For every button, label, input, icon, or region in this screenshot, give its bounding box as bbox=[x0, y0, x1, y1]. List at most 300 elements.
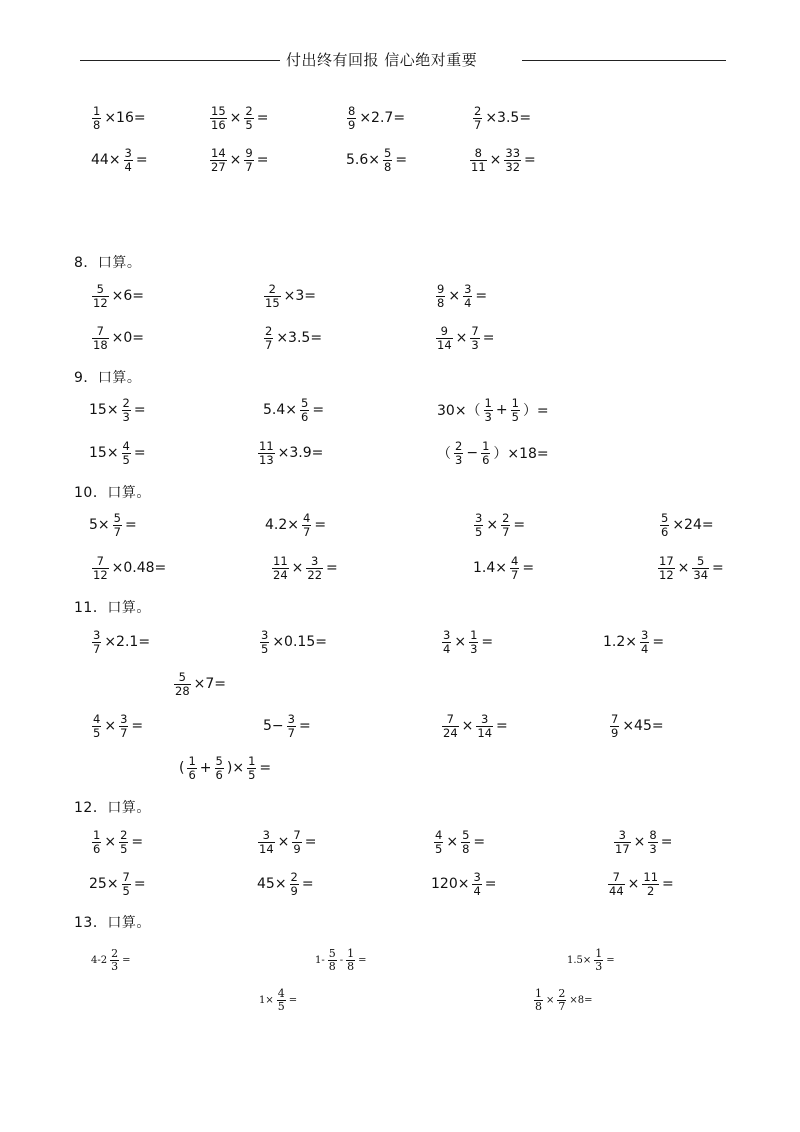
expr bbox=[608, 706, 665, 746]
denominator: 7 bbox=[120, 725, 128, 740]
expr-text: 4.2× bbox=[265, 517, 299, 533]
fraction bbox=[92, 629, 101, 656]
section-title-11: 11．口算。 bbox=[74, 600, 151, 616]
expr-text: ）×18= bbox=[493, 446, 549, 462]
fraction bbox=[470, 325, 479, 352]
numerator: 1 bbox=[470, 627, 478, 642]
expr bbox=[178, 748, 272, 788]
expr-text: = bbox=[312, 402, 325, 418]
fraction bbox=[92, 555, 109, 582]
expr-text: × bbox=[461, 718, 474, 734]
fraction bbox=[648, 829, 657, 856]
denominator: 9 bbox=[293, 841, 301, 856]
fraction bbox=[287, 713, 296, 740]
numerator: 3 bbox=[262, 827, 270, 842]
denominator: 8 bbox=[437, 295, 445, 310]
expr-text: + bbox=[495, 402, 508, 418]
fraction bbox=[463, 283, 472, 310]
expr-text: × bbox=[546, 994, 555, 1006]
expr-text: = bbox=[662, 876, 674, 892]
fraction bbox=[247, 755, 256, 782]
numerator: 3 bbox=[287, 711, 295, 726]
expr bbox=[436, 433, 550, 473]
denominator: 3 bbox=[484, 409, 492, 424]
expr-text: = bbox=[256, 110, 269, 126]
fraction bbox=[244, 105, 253, 132]
denominator: 24 bbox=[443, 725, 458, 740]
expr-text: = bbox=[124, 517, 137, 533]
numerator: 1 bbox=[347, 946, 355, 960]
numerator: 3 bbox=[93, 627, 101, 642]
expr-text: 44× bbox=[91, 152, 121, 168]
expr-text: 1.2× bbox=[603, 634, 637, 650]
expr-text: × bbox=[633, 834, 646, 850]
expr-text: 1.5× bbox=[567, 954, 592, 966]
expr-text: = bbox=[712, 560, 724, 576]
denominator: 5 bbox=[245, 117, 253, 132]
expr-text: = bbox=[122, 954, 131, 966]
expr bbox=[314, 940, 368, 980]
denominator: 15 bbox=[265, 295, 280, 310]
expr-text: × bbox=[446, 834, 459, 850]
fraction bbox=[347, 105, 356, 132]
expr-text: × bbox=[448, 288, 461, 304]
denominator: 5 bbox=[248, 767, 256, 782]
numerator: 5 bbox=[661, 510, 669, 525]
expr bbox=[264, 505, 327, 545]
fraction bbox=[534, 988, 543, 1013]
numerator: 2 bbox=[558, 986, 566, 1000]
denominator: 7 bbox=[265, 337, 273, 352]
expr bbox=[262, 318, 323, 358]
numerator: 15 bbox=[211, 103, 226, 118]
expr-text: = bbox=[304, 834, 317, 850]
fraction bbox=[260, 629, 269, 656]
expr bbox=[256, 822, 317, 862]
fraction bbox=[434, 829, 443, 856]
expr-text: 15× bbox=[89, 402, 119, 418]
numerator: 2 bbox=[290, 869, 298, 884]
expr bbox=[532, 980, 594, 1020]
expr-text: ）= bbox=[522, 403, 549, 419]
numerator: 11 bbox=[643, 869, 659, 884]
expr-text: = bbox=[660, 834, 673, 850]
numerator: 2 bbox=[122, 395, 130, 410]
fraction bbox=[258, 440, 275, 467]
section-title-9: 9．口算。 bbox=[74, 370, 142, 386]
expr-text: = bbox=[131, 834, 144, 850]
fraction bbox=[454, 440, 463, 467]
expr-text: ×7= bbox=[193, 676, 227, 692]
numerator: 3 bbox=[481, 711, 489, 726]
fraction bbox=[658, 555, 675, 582]
header-rule-left bbox=[80, 60, 280, 61]
expr-text: × bbox=[455, 330, 468, 346]
expr-text: 4-2 bbox=[91, 954, 108, 966]
denominator: 7 bbox=[511, 567, 519, 582]
denominator: 5 bbox=[120, 841, 128, 856]
denominator: 8 bbox=[93, 117, 101, 132]
fraction bbox=[660, 512, 669, 539]
denominator: 7 bbox=[287, 725, 295, 740]
expr bbox=[270, 548, 339, 588]
expr-text: )× bbox=[226, 760, 245, 776]
expr bbox=[90, 622, 151, 662]
expr bbox=[262, 276, 317, 316]
expr bbox=[88, 433, 147, 473]
numerator: 7 bbox=[96, 553, 104, 568]
numerator: 3 bbox=[641, 627, 649, 642]
denominator: 5 bbox=[122, 452, 130, 467]
expr-text: 1× bbox=[259, 994, 274, 1006]
numerator: 2 bbox=[265, 323, 273, 338]
denominator: 4 bbox=[443, 641, 451, 656]
numerator: 5 bbox=[462, 827, 470, 842]
numerator: 4 bbox=[277, 986, 285, 1000]
numerator: 5 bbox=[301, 395, 309, 410]
fraction bbox=[470, 147, 487, 174]
expr bbox=[656, 548, 725, 588]
fraction bbox=[472, 871, 481, 898]
expr bbox=[472, 548, 535, 588]
numerator: 3 bbox=[473, 869, 481, 884]
fraction bbox=[119, 829, 128, 856]
numerator: 5 bbox=[328, 946, 336, 960]
denominator: 11 bbox=[471, 159, 486, 174]
expr-text: ×3= bbox=[283, 288, 317, 304]
expr-text: = bbox=[326, 560, 338, 576]
fraction bbox=[510, 555, 519, 582]
fraction bbox=[614, 829, 631, 856]
fraction bbox=[113, 512, 122, 539]
numerator: 4 bbox=[435, 827, 443, 842]
numerator: 2 bbox=[245, 103, 253, 118]
fraction bbox=[442, 713, 459, 740]
denominator: 4 bbox=[473, 883, 481, 898]
expr bbox=[436, 390, 550, 430]
numerator: 4 bbox=[122, 438, 130, 453]
expr-text: × bbox=[229, 110, 242, 126]
denominator: 7 bbox=[303, 524, 311, 539]
expr bbox=[434, 276, 488, 316]
numerator: 17 bbox=[659, 553, 674, 568]
expr-text: 5− bbox=[263, 718, 284, 734]
denominator: 7 bbox=[502, 524, 510, 539]
numerator: 1 bbox=[93, 103, 101, 118]
expr bbox=[658, 505, 715, 545]
denominator: 3 bbox=[649, 841, 657, 856]
expr-text: ×2.1= bbox=[104, 634, 151, 650]
numerator: 1 bbox=[93, 827, 101, 842]
numerator: 1 bbox=[535, 986, 542, 1000]
expr-text: 5× bbox=[89, 517, 110, 533]
fraction bbox=[290, 871, 299, 898]
fraction bbox=[481, 440, 490, 467]
expr-text: ×16= bbox=[104, 110, 146, 126]
numerator: 1 bbox=[188, 753, 196, 768]
fraction bbox=[277, 988, 286, 1013]
denominator: 27 bbox=[211, 159, 226, 174]
numerator: 9 bbox=[245, 145, 253, 160]
fraction bbox=[174, 671, 191, 698]
expr bbox=[90, 98, 147, 138]
expr-text: 30×（ bbox=[437, 403, 481, 419]
expr-text: = bbox=[358, 954, 367, 966]
numerator: 5 bbox=[215, 753, 223, 768]
denominator: 12 bbox=[93, 567, 108, 582]
fraction bbox=[469, 629, 478, 656]
fraction bbox=[92, 283, 109, 310]
fraction bbox=[692, 555, 709, 582]
numerator: 3 bbox=[120, 711, 128, 726]
fraction bbox=[124, 147, 133, 174]
denominator: 3 bbox=[595, 959, 603, 973]
expr-text: ×24= bbox=[672, 517, 714, 533]
expr bbox=[258, 622, 328, 662]
denominator: 14 bbox=[477, 725, 493, 740]
numerator: 14 bbox=[211, 145, 226, 160]
numerator: 4 bbox=[93, 711, 101, 726]
denominator: 34 bbox=[693, 567, 709, 582]
expr-text: = bbox=[652, 634, 665, 650]
numerator: 3 bbox=[261, 627, 269, 642]
expr-text: 15× bbox=[89, 445, 119, 461]
expr bbox=[90, 548, 167, 588]
fraction bbox=[484, 397, 493, 424]
expr-text: = bbox=[288, 994, 298, 1006]
expr-text: = bbox=[482, 330, 495, 346]
denominator: 3 bbox=[470, 641, 478, 656]
denominator: 18 bbox=[93, 337, 108, 352]
numerator: 1 bbox=[248, 753, 256, 768]
fraction bbox=[474, 512, 483, 539]
expr-text: 5.6× bbox=[346, 152, 380, 168]
fraction bbox=[461, 829, 470, 856]
denominator: 5 bbox=[261, 641, 269, 656]
expr-text: = bbox=[256, 152, 269, 168]
expr bbox=[90, 140, 149, 180]
section-title-13: 13．口算。 bbox=[74, 915, 151, 931]
denominator: 6 bbox=[482, 452, 490, 467]
expr bbox=[432, 822, 486, 862]
expr bbox=[566, 940, 616, 980]
expr-text: = bbox=[298, 718, 311, 734]
expr bbox=[88, 390, 147, 430]
fraction bbox=[110, 948, 119, 973]
expr bbox=[612, 822, 673, 862]
fraction bbox=[92, 325, 109, 352]
fraction bbox=[119, 713, 128, 740]
fraction bbox=[92, 713, 101, 740]
numerator: 11 bbox=[259, 438, 274, 453]
fraction bbox=[642, 871, 659, 898]
expr bbox=[440, 622, 494, 662]
expr-text: − bbox=[466, 445, 479, 461]
fraction bbox=[476, 713, 493, 740]
expr-text: × bbox=[229, 152, 242, 168]
numerator: 3 bbox=[464, 281, 472, 296]
numerator: 9 bbox=[440, 323, 448, 338]
fraction bbox=[210, 105, 227, 132]
denominator: 12 bbox=[659, 567, 674, 582]
header-rule-right bbox=[522, 60, 726, 61]
expr-text: = bbox=[133, 402, 146, 418]
expr bbox=[606, 864, 675, 904]
fraction bbox=[511, 397, 520, 424]
denominator: 22 bbox=[307, 567, 323, 582]
expr-text: = bbox=[481, 634, 494, 650]
expr bbox=[90, 706, 144, 746]
section-title-12: 12．口算。 bbox=[74, 800, 151, 816]
fraction bbox=[383, 147, 392, 174]
fraction bbox=[264, 283, 281, 310]
expr bbox=[345, 98, 406, 138]
denominator: 8 bbox=[347, 959, 355, 973]
expr-text: = bbox=[513, 517, 526, 533]
fraction bbox=[442, 629, 451, 656]
expr-text: = bbox=[524, 152, 536, 168]
expr-text: × bbox=[677, 560, 690, 576]
expr bbox=[262, 706, 312, 746]
expr-text: × bbox=[454, 634, 467, 650]
fraction bbox=[501, 512, 510, 539]
fraction bbox=[306, 555, 323, 582]
expr bbox=[258, 980, 298, 1020]
numerator: 3 bbox=[443, 627, 451, 642]
expr-text: ×3.9= bbox=[277, 445, 324, 461]
expr bbox=[262, 390, 325, 430]
expr-text: × bbox=[277, 834, 290, 850]
denominator: 7 bbox=[245, 159, 253, 174]
numerator: 7 bbox=[611, 711, 619, 726]
numerator: 3 bbox=[311, 553, 319, 568]
fraction bbox=[215, 755, 224, 782]
expr-text: 1.4× bbox=[473, 560, 507, 576]
fraction bbox=[504, 147, 521, 174]
denominator: 5 bbox=[122, 883, 130, 898]
expr-text: ×3.5= bbox=[485, 110, 532, 126]
expr-text: = bbox=[259, 760, 272, 776]
expr-text: 5.4× bbox=[263, 402, 297, 418]
expr-text: = bbox=[135, 152, 148, 168]
numerator: 5 bbox=[96, 281, 104, 296]
denominator: 2 bbox=[647, 883, 655, 898]
denominator: 16 bbox=[211, 117, 226, 132]
expr-text: = bbox=[606, 954, 615, 966]
denominator: 32 bbox=[505, 159, 521, 174]
denominator: 8 bbox=[462, 841, 470, 856]
expr-text: 1- bbox=[315, 954, 325, 966]
expr bbox=[440, 706, 509, 746]
numerator: 8 bbox=[348, 103, 356, 118]
numerator: 8 bbox=[474, 145, 482, 160]
numerator: 2 bbox=[120, 827, 128, 842]
fraction bbox=[608, 871, 625, 898]
denominator: 4 bbox=[641, 641, 649, 656]
expr bbox=[345, 140, 408, 180]
expr-text: × bbox=[627, 876, 640, 892]
numerator: 7 bbox=[446, 711, 454, 726]
expr-text: ×3.5= bbox=[276, 330, 323, 346]
denominator: 8 bbox=[384, 159, 392, 174]
expr-text: × bbox=[489, 152, 502, 168]
header-motto: 付出终有回报 信心绝对重要 bbox=[286, 51, 478, 69]
fraction bbox=[346, 948, 355, 973]
expr bbox=[208, 98, 269, 138]
numerator: 5 bbox=[697, 553, 705, 568]
fraction bbox=[640, 629, 649, 656]
expr-text: = bbox=[131, 718, 144, 734]
fraction bbox=[300, 397, 309, 424]
denominator: 7 bbox=[558, 999, 566, 1013]
expr-text: 25× bbox=[89, 876, 119, 892]
expr bbox=[602, 622, 665, 662]
numerator: 7 bbox=[471, 323, 479, 338]
denominator: 44 bbox=[609, 883, 624, 898]
expr-text: = bbox=[395, 152, 408, 168]
numerator: 4 bbox=[511, 553, 519, 568]
expr bbox=[434, 318, 495, 358]
denominator: 5 bbox=[435, 841, 443, 856]
expr bbox=[90, 318, 145, 358]
fraction bbox=[210, 147, 227, 174]
expr-text: = bbox=[133, 445, 146, 461]
denominator: 6 bbox=[301, 409, 309, 424]
fraction bbox=[473, 105, 482, 132]
expr bbox=[430, 864, 498, 904]
numerator: 1 bbox=[484, 395, 492, 410]
expr bbox=[88, 505, 138, 545]
denominator: 3 bbox=[111, 959, 119, 973]
expr-text: = bbox=[496, 718, 508, 734]
numerator: 1 bbox=[595, 946, 603, 960]
denominator: 9 bbox=[290, 883, 298, 898]
denominator: 13 bbox=[259, 452, 274, 467]
denominator: 6 bbox=[188, 767, 196, 782]
denominator: 6 bbox=[215, 767, 223, 782]
denominator: 14 bbox=[259, 841, 274, 856]
expr-text: = bbox=[301, 876, 314, 892]
fraction bbox=[292, 829, 301, 856]
denominator: 9 bbox=[348, 117, 356, 132]
numerator: 5 bbox=[178, 669, 186, 684]
expr-text: ( bbox=[179, 760, 185, 776]
fraction bbox=[122, 871, 131, 898]
fraction bbox=[244, 147, 253, 174]
numerator: 5 bbox=[113, 510, 121, 525]
denominator: 9 bbox=[611, 725, 619, 740]
denominator: 5 bbox=[475, 524, 483, 539]
expr-text: ×45= bbox=[622, 718, 664, 734]
expr-text: × bbox=[104, 834, 117, 850]
fraction bbox=[187, 755, 196, 782]
expr bbox=[208, 140, 269, 180]
numerator: 2 bbox=[502, 510, 510, 525]
expr-text: × bbox=[291, 560, 304, 576]
fraction bbox=[122, 440, 131, 467]
expr-text: ×0= bbox=[111, 330, 145, 346]
fraction bbox=[92, 105, 101, 132]
denominator: 17 bbox=[615, 841, 630, 856]
expr bbox=[90, 822, 144, 862]
numerator: 3 bbox=[618, 827, 626, 842]
numerator: 5 bbox=[384, 145, 392, 160]
fraction bbox=[610, 713, 619, 740]
expr-text: ×8= bbox=[569, 994, 593, 1006]
numerator: 1 bbox=[482, 438, 490, 453]
expr-text: 45× bbox=[257, 876, 287, 892]
expr bbox=[172, 664, 227, 704]
